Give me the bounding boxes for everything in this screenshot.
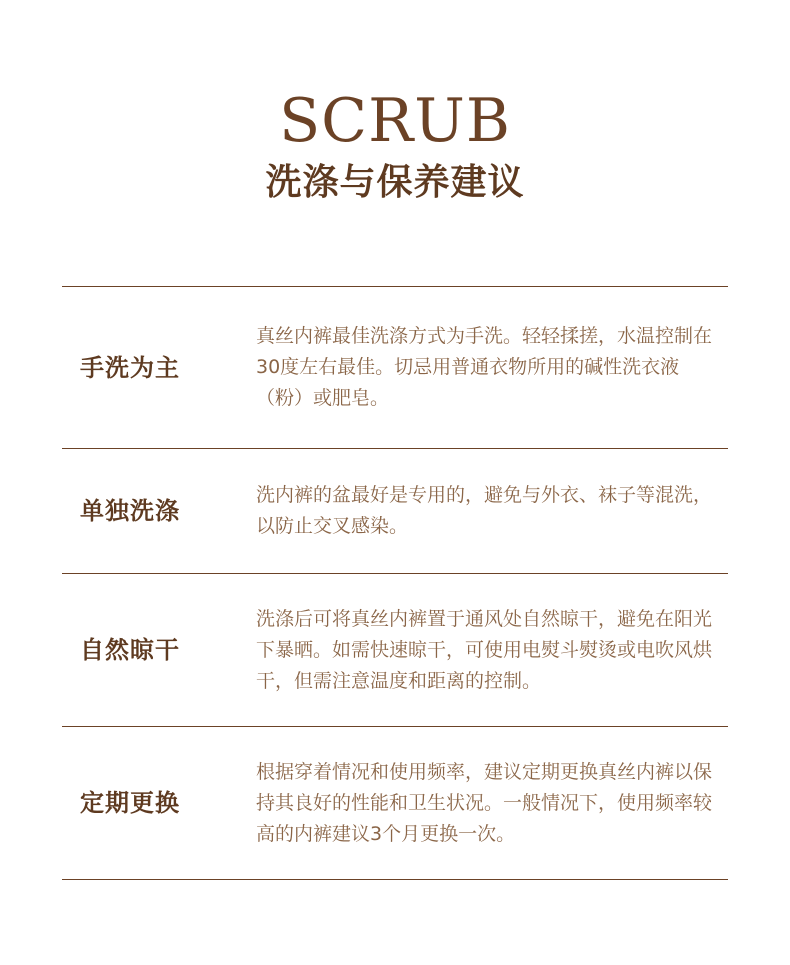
care-tip-label: 单独洗涤 (80, 497, 180, 525)
care-tip-label: 自然晾干 (80, 636, 180, 664)
care-tip-text: 洗涤后可将真丝内裤置于通风处自然晾干，避免在阳光下暴晒。如需快速晾干，可使用电熨斗熨烫或电吹风烘干，但需注意温度和距离的控制。 (256, 607, 713, 692)
care-tip-air-dry (62, 574, 728, 727)
page-title-en: SCRUB (279, 86, 511, 156)
page-title-cn: 洗涤与保养建议 (265, 162, 525, 203)
care-tip-text: 洗内裤的盆最好是专用的，避免与外衣、袜子等混洗，以防止交叉感染。 (256, 484, 713, 537)
care-tip-separate-wash (62, 449, 728, 574)
care-tip-replace-regularly (62, 727, 728, 880)
care-tip-text: 根据穿着情况和使用频率，建议定期更换真丝内裤以保持其良好的性能和卫生状况。一般情况下，使用频率较高的内裤建议3个月更换一次。 (256, 760, 713, 845)
care-tip-hand-wash (62, 287, 728, 449)
care-tip-text: 真丝内裤最佳洗涤方式为手洗。轻轻揉搓，水温控制在30度左右最佳。切忌用普通衣物所用的碱性洗衣液（粉）或肥皂。 (256, 325, 713, 409)
care-tips-list (62, 286, 728, 880)
care-tip-label: 手洗为主 (80, 353, 180, 382)
care-tip-label: 定期更换 (80, 789, 180, 817)
